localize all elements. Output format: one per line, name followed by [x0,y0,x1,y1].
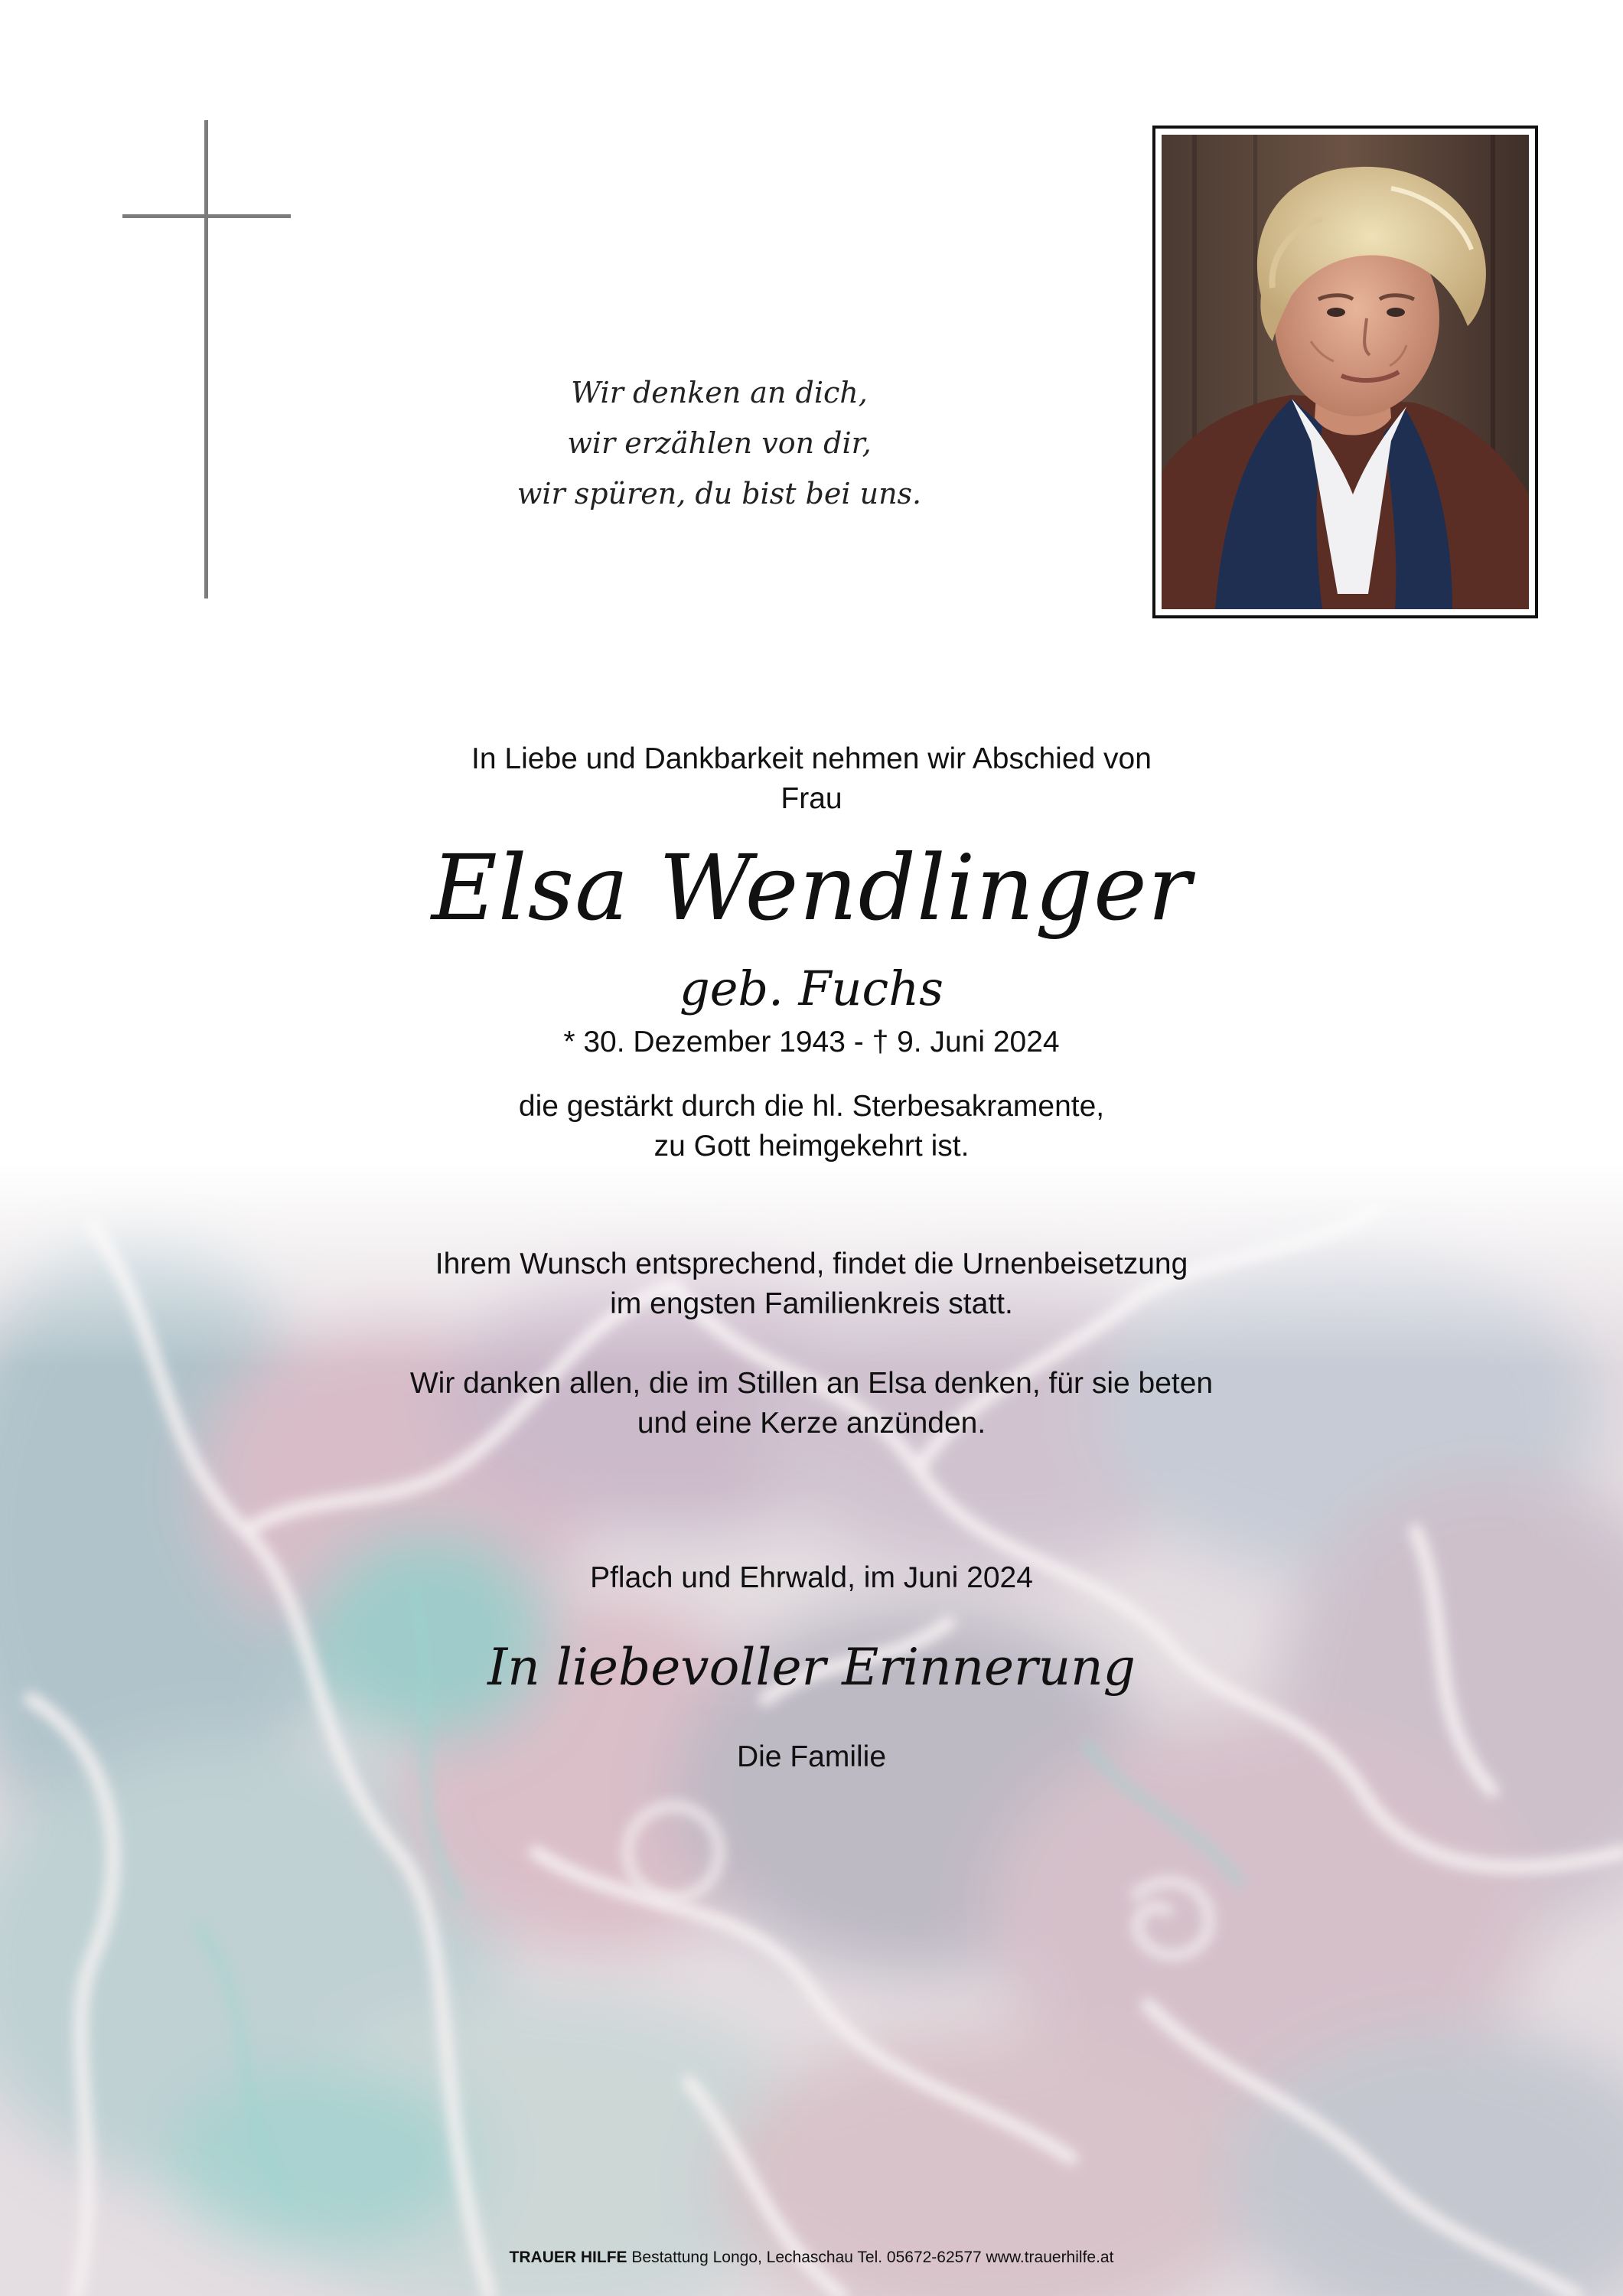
footer-brand: TRAUER HILFE [509,2249,627,2266]
thanks-text [0,1364,1623,1443]
deceased-name: Elsa Wendlinger [431,835,1192,941]
date-separator: - [845,1026,872,1058]
birth-date: * 30. Dezember 1943 [563,1026,846,1058]
sacrament-text [0,1087,1623,1166]
footer-text: Bestattung Longo, Lechaschau Tel. 05672-62577 www.trauerhilfe.at [627,2249,1114,2266]
poem-line: wir erzählen von dir, [567,426,872,460]
thanks-line: und eine Kerze anzünden. [637,1407,986,1440]
memory-heading: In liebevoller Erinnerung [487,1638,1136,1697]
footer [0,2247,1623,2268]
place-date: Pflach und Ehrwald, im Juni 2024 [590,1561,1033,1594]
portrait-image [1162,135,1529,609]
burial-line: Ihrem Wunsch entsprechend, findet die Urnenbeisetzung [435,1247,1188,1280]
life-dates [0,1022,1623,1062]
poem-line: Wir denken an dich, [571,376,868,409]
portrait-photo [1152,126,1538,618]
poem-line: wir spüren, du bist bei uns. [517,477,922,510]
intro-line: In Liebe und Dankbarkeit nehmen wir Abschied von [471,742,1152,775]
silk-painting-background [0,1163,1623,2296]
cross-icon [122,120,291,598]
burial-line: im engsten Familienkreis statt. [610,1287,1013,1320]
sacrament-line: die gestärkt durch die hl. Sterbesakramente, [518,1090,1105,1123]
poem [429,367,1010,519]
intro-line: Frau [781,782,842,815]
burial-notice [0,1244,1623,1324]
maiden-name: geb. Fuchs [680,960,943,1016]
intro-text [0,739,1623,819]
sacrament-line: zu Gott heimgekehrt ist. [653,1130,970,1163]
family-signature: Die Familie [736,1740,887,1773]
thanks-line: Wir danken allen, die im Stillen an Elsa denken, für sie beten [409,1367,1214,1400]
death-date: † 9. Juni 2024 [872,1026,1060,1058]
